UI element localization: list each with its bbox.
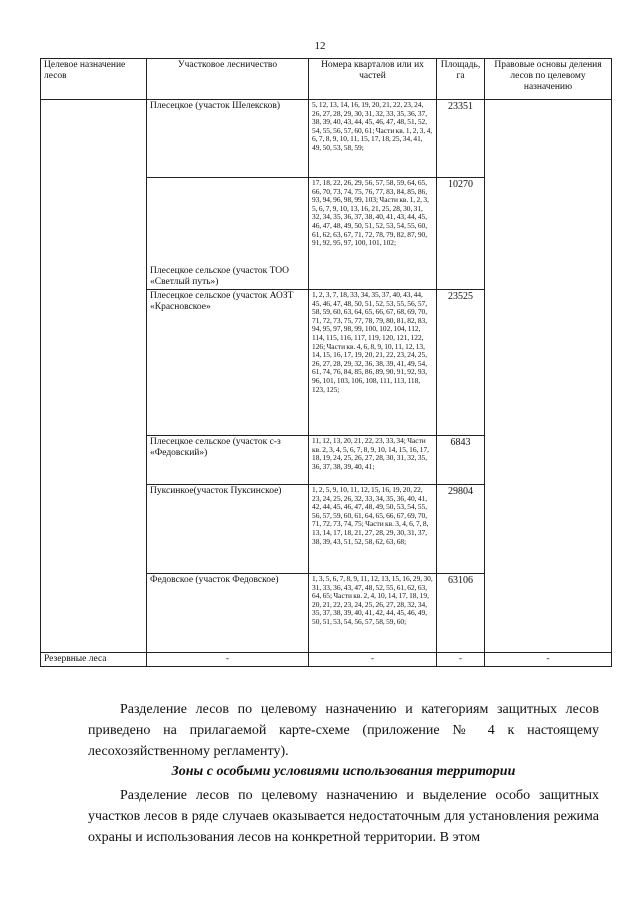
purpose-cell [41, 100, 147, 653]
forestry-name: Плесецкое (участок Шелексков) [147, 100, 309, 178]
area-value: 23351 [437, 100, 485, 178]
legal-basis-cell [485, 100, 612, 653]
area-value: 6843 [437, 436, 485, 485]
quarter-numbers: 1, 3, 5, 6, 7, 8, 9, 11, 12, 13, 15, 16, 29, 30, 31, 33, 36, 43, 47, 48, 52, 55, 61, 62, 63, 64, 65; Части кв. 2, 4, 10, 14, 17, 18, 19, 20, 21, 22, 23, 24, 25, 26, 27, 28, 32, 34, 35, 37, 38, 39, 40, 41, 42, 44, 45, 46, 49, 50, 51, 53, 54, 56, 57, 58, 59, 60; [309, 574, 437, 653]
forest-purpose-table [40, 58, 612, 667]
quarter-numbers: 11, 12, 13, 20, 21, 22, 23, 33, 34; Части кв. 2, 3, 4, 5, 6, 7, 8, 9, 10, 14, 15, 16, 17, 18, 19, 24, 25, 26, 27, 28, 30, 31, 32, 35, 36, 37, 38, 39, 40, 41; [309, 436, 437, 485]
quarter-numbers: 17, 18, 22, 26, 29, 56, 57, 58, 59, 64, 65, 66, 70, 73, 74, 75, 76, 77, 83, 84, 85, 86, 93, 94, 96, 98, 99, 103; Части кв. 1, 2, 3, 5, 6, 7, 9, 10, 13, 16, 21, 25, 28, 30, 31, 32, 34, 35, 36, 37, 38, 40, 41, 43, 44, 45, 46, 47, 48, 49, 50, 51, 52, 53, 54, 55, 60, 61, 62, 63, 67, 71, 72, 78, 79, 82, 87, 90, 91, 92, 95, 97, 100, 101, 102; [309, 178, 437, 290]
reserve-dash: - [485, 653, 612, 667]
table-row [41, 100, 612, 178]
quarter-numbers: 1, 2, 5, 9, 10, 11, 12, 15, 16, 19, 20, 22, 23, 24, 25, 26, 32, 33, 34, 35, 36, 40, 41, 42, 44, 45, 46, 47, 48, 49, 50, 53, 54, 55, 56, 57, 59, 60, 61, 64, 65, 66, 67, 69, 70, 71, 72, 73, 74, 75; Части кв. 3, 4, 6, 7, 8, 13, 14, 17, 18, 21, 27, 28, 29, 30, 31, 37, 38, 39, 43, 51, 52, 58, 62, 63, 68; [309, 485, 437, 574]
forestry-name: Плесецкое сельское (участок АОЗТ «Красновское» [147, 290, 309, 436]
reserve-dash: - [147, 653, 309, 667]
reserve-label: Резервные леса [41, 653, 147, 667]
table-row-reserve [41, 653, 612, 667]
area-value: 29804 [437, 485, 485, 574]
reserve-dash: - [437, 653, 485, 667]
reserve-dash: - [309, 653, 437, 667]
quarter-numbers: 5, 12, 13, 14, 16, 19, 20, 21, 22, 23, 24, 26, 27, 28, 29, 30, 31, 32, 33, 35, 36, 37, 38, 39, 40, 43, 44, 45, 46, 47, 48, 51, 52, 54, 55, 56, 57, 60, 61; Части кв. 1, 2, 3, 4, 6, 7, 8, 9, 10, 11, 15, 17, 18, 25, 34, 41, 49, 50, 53, 58, 59; [309, 100, 437, 178]
forestry-name: Федовское (участок Федовское) [147, 574, 309, 653]
forestry-name: Плесецкое сельское (участок с-з «Федовский») [147, 436, 309, 485]
quarter-numbers: 1, 2, 3, 7, 18, 33, 34, 35, 37, 40, 43, 44, 45, 46, 47, 48, 50, 51, 52, 53, 55, 56, 57, 58, 59, 60, 63, 64, 65, 66, 67, 68, 69, 70, 71, 72, 73, 75, 77, 78, 79, 80, 81, 82, 83, 94, 95, 97, 98, 99, 100, 102, 104, 112, 114, 115, 116, 117, 119, 120, 121, 122, 126; Части кв. 4, 6, 8, 9, 10, 11, 12, 13, 14, 15, 16, 17, 19, 20, 21, 22, 23, 24, 25, 26, 27, 28, 29, 32, 36, 38, 39, 41, 49, 54, 61, 74, 76, 84, 85, 86, 89, 90, 91, 92, 93, 96, 101, 103, 106, 108, 111, 113, 118, 123, 125; [309, 290, 437, 436]
area-value: 23525 [437, 290, 485, 436]
header-area: Площадь, га [437, 59, 485, 100]
area-value: 63106 [437, 574, 485, 653]
table-header-row [41, 59, 612, 100]
header-purpose: Целевое назначение лесов [41, 59, 147, 100]
forestry-name-text: Плесецкое сельское (участок ТОО «Светлый путь») [150, 266, 289, 287]
header-forestry: Участковое лесничество [147, 59, 309, 100]
area-value: 10270 [437, 178, 485, 290]
forestry-name [147, 178, 309, 290]
page-number: 12 [314, 40, 326, 52]
paragraph-special-zones: Разделение лесов по целевому назначению и выделение особо защитных участков лесов в ряде случаев оказывается недостаточным для установления режима охраны и использования лесов на конкретной территории. В этом [88, 788, 599, 845]
header-legal-basis: Правовые основы деления лесов по целевому назначению [485, 59, 612, 100]
paragraph-map-reference: Разделение лесов по целевому назначению и категориям защитных лесов приведено на прилагаемой карте-схеме (приложение № 4 к настоящему лесохозяйственному регламенту). [88, 702, 599, 759]
section-heading: Зоны с особыми условиями использования территории [171, 764, 516, 779]
forestry-name: Пуксинкое(участок Пуксинское) [147, 485, 309, 574]
header-quarters: Номера кварталов или их частей [309, 59, 437, 100]
